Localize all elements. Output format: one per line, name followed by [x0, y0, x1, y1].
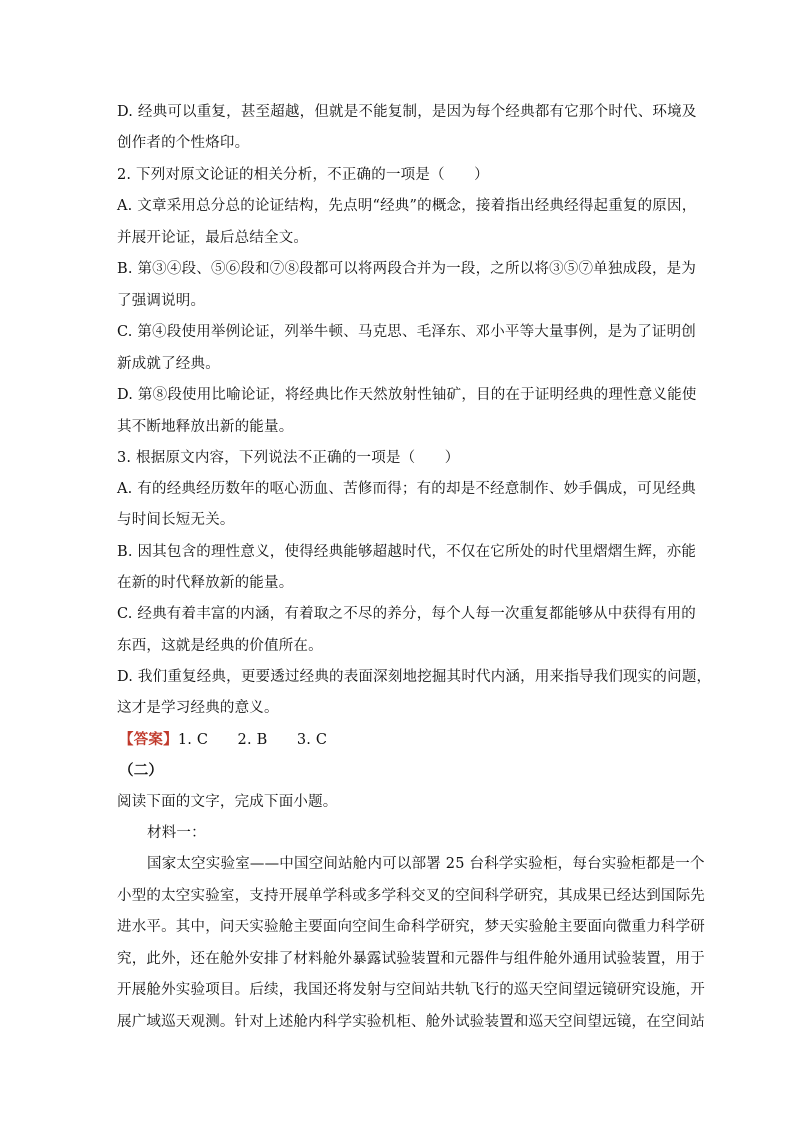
- q2-option-a-line-2: 并展开论证，最后总结全文。: [117, 230, 309, 246]
- q2-option-a-line-1: A. 文章采用总分总的论证结构，先点明“经典”的概念，接着指出经典经得起重复的原因，: [117, 198, 697, 214]
- q2-option-c-line-1: C. 第④段使用举例论证，列举牛顿、马克思、毛泽东、邓小平等大量事例，是为了证明创: [117, 324, 696, 340]
- q3-option-d-line-1: D. 我们重复经典，更要透过经典的表面深刻地挖掘其时代内涵，用来指导我们现实的问题，: [117, 669, 712, 685]
- q3-option-a-line-1: A. 有的经典经历数年的呕心沥血、苦修而得；有的却是不经意制作、妙手偶成，可见经典: [117, 481, 696, 497]
- question-3: 3. 根据原文内容，下列说法不正确的一项是（ ）: [117, 450, 460, 466]
- q2-option-b-line-1: B. 第③④段、⑤⑥段和⑦⑧段都可以将两段合并为一段，之所以将③⑤⑦单独成段，是为: [117, 261, 697, 277]
- material-paragraph-line-1: 国家太空实验室——中国空间站舱内可以部署 25 台科学实验柜，每台实验柜都是一个: [147, 856, 705, 872]
- q2-option-d-line-1: D. 第⑧段使用比喻论证，将经典比作天然放射性铀矿，目的在于证明经典的理性意义能使: [117, 387, 697, 403]
- answer-tag: 【答案】: [119, 731, 178, 748]
- q3-option-c-line-1: C. 经典有着丰富的内涵，有着取之不尽的养分，每个人每一次重复都能够从中获得有用的: [117, 606, 696, 622]
- answer-row: [119, 731, 327, 749]
- material-paragraph-line-6: 展广域巡天观测。针对上述舱内科学实验机柜、舱外试验装置和巡天空间望远镜，在空间站: [117, 1014, 705, 1030]
- q2-option-b-line-2: 了强调说明。: [117, 293, 206, 309]
- q2-option-c-line-2: 新成就了经典。: [117, 356, 220, 372]
- question-2: 2. 下列对原文论证的相关分析，不正确的一项是（ ）: [117, 167, 489, 183]
- reading-instruction: 阅读下面的文字，完成下面小题。: [117, 794, 338, 810]
- material-label: 材料一：: [147, 825, 206, 841]
- q3-option-b-line-2: 在新的时代释放新的能量。: [117, 575, 294, 591]
- material-paragraph-line-3: 进水平。其中，问天实验舱主要面向空间生命科学研究，梦天实验舱主要面向微重力科学研: [117, 919, 705, 935]
- answer-text: 1. C 2. B 3. C: [177, 732, 328, 748]
- section-heading: （二）: [119, 762, 164, 779]
- q3-option-c-line-2: 东西，这就是经典的价值所在。: [117, 638, 323, 654]
- material-paragraph-line-4: 究，此外，还在舱外安排了材料舱外暴露试验装置和元器件与组件舱外通用试验装置，用于: [117, 951, 705, 967]
- q3-option-b-line-1: B. 因其包含的理性意义，使得经典能够超越时代，不仅在它所处的时代里熠熠生辉，亦能: [117, 544, 697, 560]
- option-d-line-1: D. 经典可以重复，甚至超越，但就是不能复制，是因为每个经典都有它那个时代、环境及: [117, 104, 697, 120]
- material-paragraph-line-2: 小型的太空实验室，支持开展单学科或多学科交叉的空间科学研究，其成果已经达到国际先: [117, 888, 705, 904]
- q3-option-d-line-2: 这才是学习经典的意义。: [117, 700, 279, 716]
- material-paragraph-line-5: 开展舱外实验项目。后续，我国还将发射与空间站共轨飞行的巡天空间望远镜研究设施，开: [117, 982, 705, 998]
- option-d-line-2: 创作者的个性烙印。: [117, 135, 250, 151]
- q2-option-d-line-2: 其不断地释放出新的能量。: [117, 419, 294, 435]
- q3-option-a-line-2: 与时间长短无关。: [117, 512, 235, 528]
